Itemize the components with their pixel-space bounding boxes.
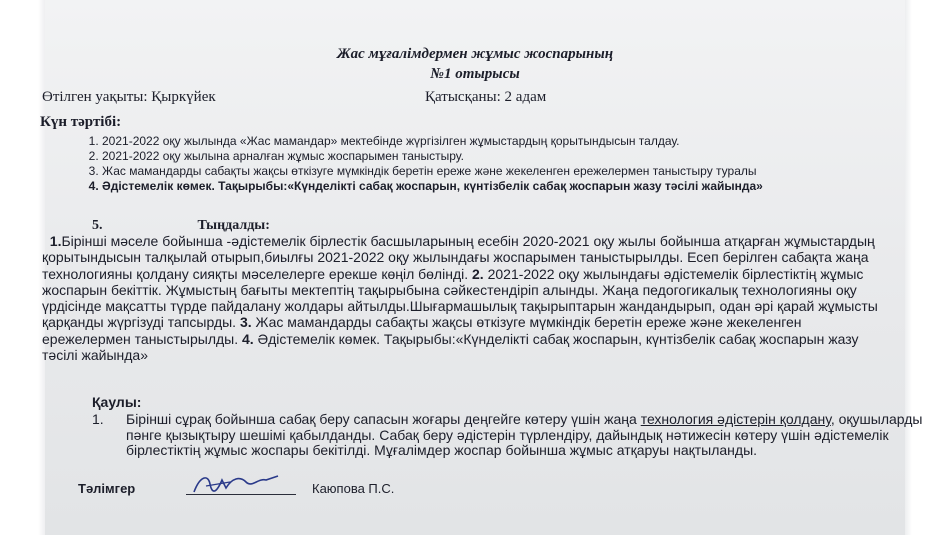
resolution-item — [92, 412, 926, 459]
meeting-time: Өтілген уақыты: Қыркүйек — [42, 89, 216, 105]
resolution-text-underlined: технология әдістерін қолдану — [640, 411, 831, 427]
point-3-text: Жас мамандарды сабақты жақсы өткізуге мүмкіндік беретін ереже және жекеленген ережелермен таныстырылды. — [42, 314, 802, 347]
agenda-heading: Күн тәртібі: — [40, 114, 122, 130]
document-title-line2: №1 отырысы — [430, 66, 520, 82]
section-5-title: Тыңдалды: — [197, 218, 270, 233]
point-1-number: 1. — [49, 233, 62, 249]
resolution-heading: Қаулы: — [92, 394, 142, 410]
meeting-participants: Қатысқаны: 2 адам — [425, 89, 547, 105]
resolution-text-a: Бірінші сұрақ бойынша сабақ беру сапасын жоғары деңгейге көтеру үшін жаңа — [126, 411, 641, 427]
point-4-text: Әдістемелік көмек. Тақырыбы:«Күнделікті сабақ жоспарын, күнтізбелік сабақ жоспарын жазу тәсілі жайында» — [42, 330, 859, 364]
point-3-number: 3. — [239, 314, 252, 331]
point-2-text: 2021-2022 оқу жылындағы әдістемелік бірлестіктің жұмыс жоспарын бекіттік. Жұмыстың бағыты мектептің тақырыбына сәйкестендіріп алынды. Жаңа педогогикалық технологияны оқу үрдісінде мақсатты түрде пайдалану жолдары айтылды.Шығармашылық тақырыптарын жандандырып, одан әрі қарай жұмысты қарқанды жүргізуді тапсырды. — [42, 265, 878, 331]
heard-paragraph — [42, 233, 892, 363]
signature-label: Тәлімгер — [78, 481, 136, 496]
signature-icon — [186, 470, 286, 498]
agenda-item: 2. 2021-2022 оқу жылына арналған жұмыс жоспарымен таныстыру. — [102, 149, 922, 164]
point-1-text: Бірінші мәселе бойынша -әдістемелік бірлестік басшыларының есебін 2020-2021 оқу жылы бойынша атқарған жұмыстардың қорытындысын талқылай отырып,биылғы 2021-2022 оқу жылындағы жоспарымен таныстырылды. Есеп берілген сабақта жаңа технологияны қолдану сияқты мәселелерге ерекше көңіл бөлінді. — [42, 233, 875, 282]
resolution-text-b: , оқушыларды пәнге қызықтыру шешімі қабылданды. Сабақ беру әдістерін түрлендіру, дайындық нәтижесін көтеру үшін әдістемелік бірлестіктің жұмыс жоспары бекітілді. Мұғалімдер жоспар бойынша жұмыс атқаруы нақтыланды. — [126, 411, 923, 458]
document-title-line1: Жас мұғалімдермен жұмыс жоспарының — [336, 46, 614, 62]
signature-name: Каюпова П.С. — [312, 481, 395, 496]
point-4-number: 4. — [242, 330, 254, 347]
agenda-item: 4. Әдістемелік көмек. Тақырыбы:«Күнделікті сабақ жоспарын, күнтізбелік сабақ жоспарын жазу тәсілі жайында» — [102, 179, 922, 194]
point-2-number: 2. — [472, 265, 484, 282]
resolution-number: 1. — [92, 411, 104, 427]
section-5-number: 5. — [92, 218, 103, 233]
agenda-list — [78, 134, 922, 194]
agenda-item: 1. 2021-2022 оқу жылында «Жас мамандар» мектебінде жүргізілген жұмыстардың қорытындысын талдау. — [102, 134, 922, 149]
agenda-item: 3. Жас мамандарды сабақты жақсы өткізуге мүмкіндік беретін ереже және жекеленген ережелермен таныстыру туралы — [102, 164, 922, 179]
section-5-heading — [92, 218, 270, 234]
